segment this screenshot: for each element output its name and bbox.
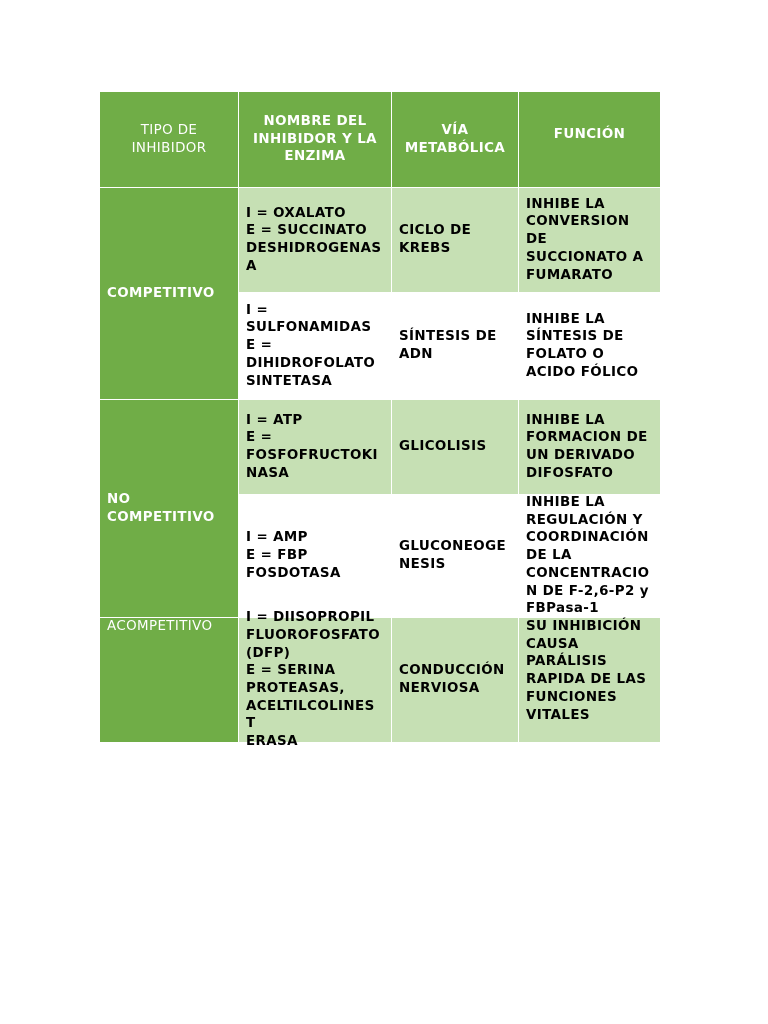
row-3-funcion-text: INHIBE LA FORMACION DE UN DERIVADO DIFOSFATO: [526, 412, 648, 481]
row-3-via-text: GLICOLISIS: [399, 439, 487, 455]
row-4-funcion: [519, 495, 660, 618]
row-3-funcion: [519, 400, 660, 495]
row-5-nombre-text: I = DIISOPROPIL FLUOROFOSFATO (DFP) E = SERINA PROTEASAS, ACELTILCOLINEST ERASA: [246, 610, 380, 750]
row-2-nombre-text: I = SULFONAMIDAS E = DIHIDROFOLATO SINTETASA: [246, 302, 376, 389]
row-2-via: [392, 293, 519, 400]
row-2-via-text: SÍNTESIS DE ADN: [399, 329, 497, 362]
row-1-via: [392, 188, 519, 293]
row-4-nombre: [239, 495, 392, 618]
row-1-nombre-text: I = OXALATO E = SUCCINATO DESHIDROGENAS A: [246, 205, 382, 274]
row-2-funcion-text: INHIBE LA SÍNTESIS DE FOLATO O ACIDO FÓLICO: [526, 311, 639, 380]
row-5-via-text: CONDUCCIÓN NERVIOSA: [399, 663, 505, 696]
header-funcion: [519, 92, 660, 188]
row-1-funcion-text: INHIBE LA CONVERSION DE SUCCIONATO A FUMARATO: [526, 196, 644, 283]
header-via-label: VÍA METABÓLICA: [404, 122, 506, 156]
row-5-via: [392, 618, 519, 742]
row-2-funcion: [519, 293, 660, 400]
type-acompetitivo-label: ACOMPETITIVO: [107, 619, 213, 634]
header-nombre-label: NOMBRE DEL INHIBIDOR Y LA ENZIMA: [253, 113, 377, 165]
row-1-nombre: [239, 188, 392, 293]
row-2-nombre: [239, 293, 392, 400]
row-1-via-text: CICLO DE KREBS: [399, 223, 472, 256]
type-acompetitivo: [100, 618, 239, 742]
type-no-competitivo: [100, 400, 239, 618]
header-tipo-label: TIPO DE INHIBIDOR: [131, 122, 207, 156]
row-3-nombre: [239, 400, 392, 495]
row-3-nombre-text: I = ATP E = FOSFOFRUCTOKI NASA: [246, 412, 378, 481]
row-4-via-text: GLUCONEOGE NESIS: [399, 539, 507, 572]
row-4-via: [392, 495, 519, 618]
type-no-competitivo-label: NO COMPETITIVO: [107, 491, 215, 525]
row-4-funcion-text: INHIBE LA REGULACIÓN Y COORDINACIÓN DE LA CONCENTRACIO N DE F-2,6-P2 y FBPasa-1: [526, 495, 650, 617]
inhibitor-table: [100, 92, 660, 750]
type-competitivo: [100, 188, 239, 400]
header-tipo: [100, 92, 239, 188]
row-3-via: [392, 400, 519, 495]
header-via: [392, 92, 519, 188]
row-5-nombre: [239, 610, 392, 750]
row-5-funcion-text: SU INHIBICIÓN CAUSA PARÁLISIS RAPIDA DE LAS FUNCIONES VITALES: [526, 619, 647, 723]
row-1-funcion: [519, 188, 660, 293]
header-nombre: [239, 92, 392, 188]
row-4-nombre-text: I = AMP E = FBP FOSDOTASA: [246, 530, 341, 581]
header-funcion-label: FUNCIÓN: [553, 127, 626, 142]
row-5-funcion: [519, 618, 660, 742]
type-competitivo-label: COMPETITIVO: [107, 285, 215, 301]
